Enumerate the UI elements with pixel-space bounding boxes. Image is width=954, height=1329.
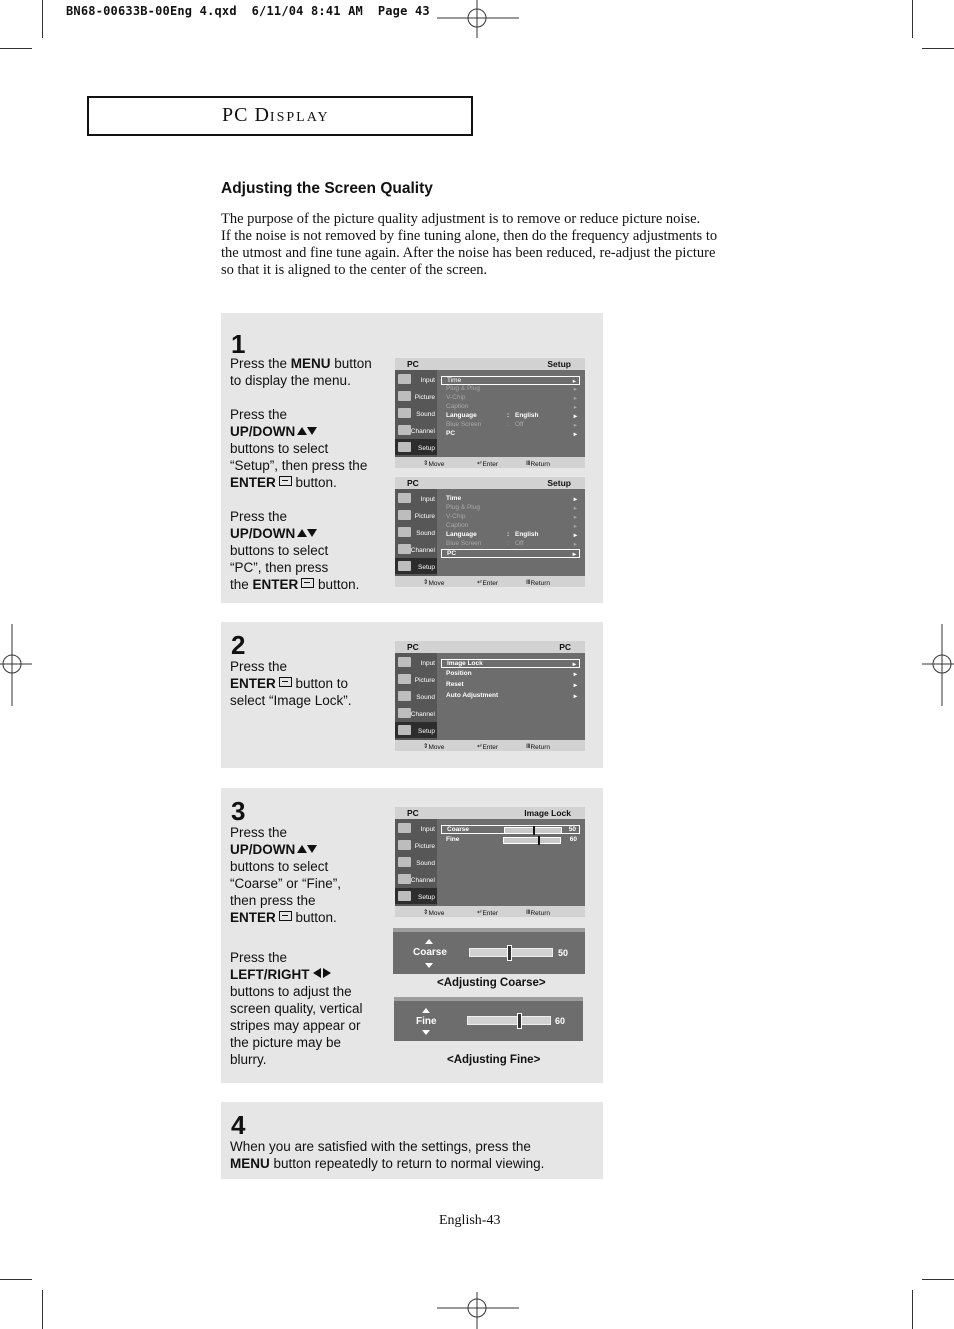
- crop-mark: [912, 0, 913, 38]
- down-arrow-icon: [307, 427, 317, 435]
- enter-icon: [279, 677, 292, 687]
- registration-mark-icon: [0, 624, 32, 706]
- input-icon: [398, 374, 411, 384]
- fine-adjust-bar: Fine 60: [394, 997, 583, 1041]
- step-number: 1: [231, 329, 246, 359]
- up-arrow-icon: [297, 427, 307, 435]
- step-3-instructions-adjust: Press the LEFT/RIGHT buttons to adjust the screen quality, vertical stripes may appear or the picture may be blurry.: [230, 950, 363, 1067]
- caption-adjusting-fine: <Adjusting Fine>: [447, 1054, 541, 1066]
- channel-icon: [398, 544, 411, 554]
- crop-mark: [0, 48, 32, 49]
- step-2-instructions: Press the ENTER button to select “Image Lock”.: [230, 659, 352, 708]
- enter-icon: [279, 911, 292, 921]
- step-3-panel: [221, 788, 603, 1083]
- step-3-instructions: Press the UP/DOWN buttons to select “Coarse” or “Fine”, then press the ENTER button.: [230, 825, 342, 925]
- registration-mark-icon: [437, 1292, 519, 1329]
- step-2-panel: [221, 622, 603, 768]
- crop-mark: [0, 1279, 32, 1280]
- down-arrow-icon: [307, 529, 317, 537]
- setup-icon: [398, 891, 411, 901]
- input-icon: [398, 657, 411, 667]
- channel-icon: [398, 425, 411, 435]
- step-1-instructions: Press the MENU button to display the menu. Press the UP/DOWN buttons to select “Setup”, then press the ENTER button. Press the UP/DOWN buttons to select “PC”, then press the ENTER button.: [230, 356, 372, 592]
- intro-paragraph: [221, 211, 756, 279]
- input-icon: [398, 493, 411, 503]
- registration-mark-icon: [922, 624, 954, 706]
- coarse-slider: [469, 948, 553, 957]
- section-title: Adjusting the Screen Quality: [221, 180, 433, 197]
- registration-mark-icon: [437, 0, 519, 38]
- chapter-title: PC DISPLAY: [222, 104, 330, 126]
- setup-icon: [398, 442, 411, 452]
- up-arrow-icon: [297, 529, 307, 537]
- step-4-panel: [221, 1102, 603, 1179]
- crop-mark: [922, 48, 954, 49]
- step-number: 3: [231, 796, 246, 826]
- step-4-instructions: When you are satisfied with the settings, press the MENU button repeatedly to return to normal viewing.: [230, 1139, 545, 1171]
- intro-line: the utmost and fine tune again. After the noise has been reduced, re-adjust the picture: [221, 245, 716, 261]
- right-arrow-icon: [323, 968, 331, 978]
- channel-icon: [398, 708, 411, 718]
- page-number: English-43: [439, 1213, 501, 1228]
- up-arrow-icon: [422, 1008, 430, 1013]
- sound-icon: [398, 408, 411, 418]
- print-slug: BN68-00633B-00Eng 4.qxd 6/11/04 8:41 AM Page 43: [66, 4, 430, 18]
- setup-icon: [398, 725, 411, 735]
- enter-icon: [279, 476, 292, 486]
- sound-icon: [398, 857, 411, 867]
- left-arrow-icon: [313, 968, 321, 978]
- sound-icon: [398, 691, 411, 701]
- osd-pc-menu: PC PC Input Picture Sound Channel Setup Image Lock ▸ Position ▸ Reset ▸ Auto Adjustment ▸ ⇕ Move ↵ Enter Ⅲ Return: [395, 641, 585, 751]
- down-arrow-icon: [307, 845, 317, 853]
- down-arrow-icon: [425, 963, 433, 968]
- picture-icon: [398, 674, 411, 684]
- step-number: 4: [231, 1110, 246, 1140]
- osd-setup-menu-pc: PC Setup Input Picture Sound Channel Setup Time ▸ Plug & Plug ▸ V-Chip ▸ Caption ▸ Language : English ▸ Blue Screen : Off ▸ PC ▸ ⇕ Move ↵ Enter Ⅲ Return: [395, 477, 585, 587]
- intro-line: The purpose of the picture quality adjustment is to remove or reduce picture noise.: [221, 211, 701, 227]
- chapter-title-box: [87, 96, 473, 136]
- up-arrow-icon: [425, 939, 433, 944]
- osd-setup-menu-time: PC Setup Input Picture Sound Channel Setup Time ▸ Plug & Plug ▸ V-Chip ▸ Caption ▸ Language : English ▸ Blue Screen : Off ▸ PC ▸ ⇕ Move ↵ Enter Ⅲ Return: [395, 358, 585, 468]
- enter-icon: [301, 578, 314, 588]
- intro-line: so that it is aligned to the center of the screen.: [221, 262, 488, 278]
- fine-slider: [467, 1016, 551, 1025]
- crop-mark: [912, 1290, 913, 1329]
- crop-mark: [42, 1290, 43, 1329]
- sound-icon: [398, 527, 411, 537]
- down-arrow-icon: [422, 1030, 430, 1035]
- channel-icon: [398, 874, 411, 884]
- osd-image-lock-menu: PC Image Lock Input Picture Sound Channel Setup Coarse 50 Fine 60 ⇕ Move ↵ Enter Ⅲ Return: [395, 807, 585, 917]
- setup-icon: [398, 561, 411, 571]
- intro-line: If the noise is not removed by fine tuning alone, then do the frequency adjustments to: [221, 228, 718, 244]
- step-number: 2: [231, 630, 246, 660]
- caption-adjusting-coarse: <Adjusting Coarse>: [437, 977, 546, 989]
- picture-icon: [398, 510, 411, 520]
- input-icon: [398, 823, 411, 833]
- step-1-panel: [221, 313, 603, 603]
- coarse-adjust-bar: Coarse 50: [393, 928, 585, 974]
- up-arrow-icon: [297, 845, 307, 853]
- picture-icon: [398, 840, 411, 850]
- crop-mark: [922, 1279, 954, 1280]
- picture-icon: [398, 391, 411, 401]
- crop-mark: [42, 0, 43, 38]
